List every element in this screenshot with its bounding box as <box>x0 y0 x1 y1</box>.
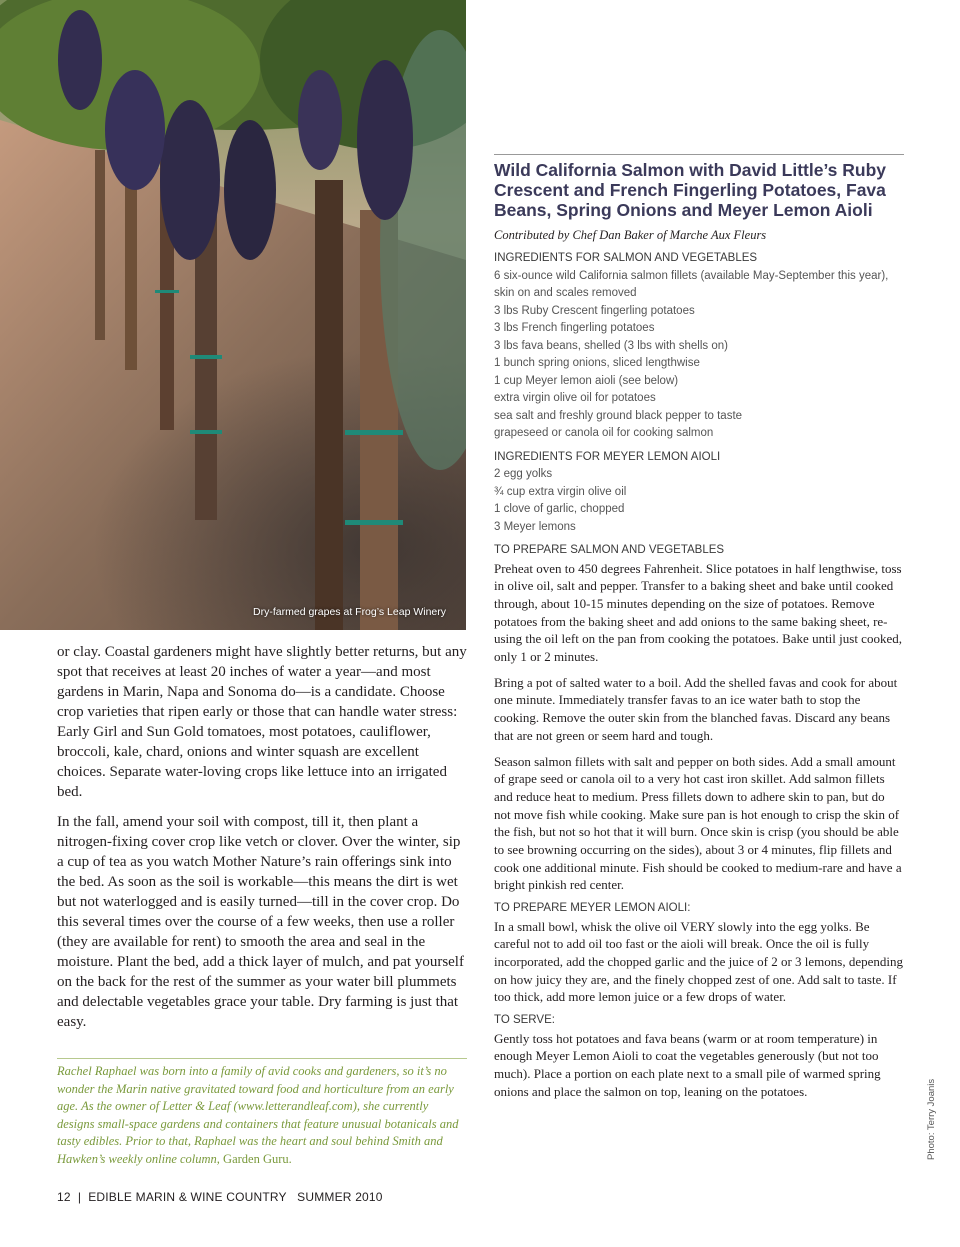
ingredients-aioli-list <box>494 466 904 536</box>
ingredient-item: 2 egg yolks <box>494 468 553 480</box>
ingredient-item: ¾ cup extra virgin olive oil <box>494 485 627 498</box>
ingredient-item: 3 lbs fava beans, shelled (3 lbs with shells on) <box>494 339 728 352</box>
ingredient-item: 6 six-ounce wild California salmon fillets (available May-September this year), skin on and scales removed <box>494 269 889 299</box>
article-body <box>57 642 467 1042</box>
serve-heading: TO SERVE: <box>494 1014 555 1027</box>
prepare-salmon-step: Bring a pot of salted water to a boil. Add the shelled favas and cook for about one minute. Immediately transfer favas to an ice water bath to stop the cooking. Remove the outer skin from the blanched favas. Discard any beans that are not green or seem hard and tough. <box>494 674 898 743</box>
ingredients-salmon-list <box>494 268 904 443</box>
recipe-byline: Contributed by Chef Dan Baker of Marche Aux Fleurs <box>494 228 767 242</box>
ingredient-item: 3 lbs Ruby Crescent fingerling potatoes <box>494 304 695 317</box>
vineyard-photo <box>0 0 466 630</box>
author-bio-text: Rachel Raphael was born into a family of avid cooks and gardeners, so it’s no wonder the Marin native gravitated toward food and horticulture from an early age. As the owner of Letter & Leaf (www.letterandleaf.com), she currently designs small-space gardens and containers that feature unusual botanicals and tasty edibles. Prior to that, Raphael was the heart and soul behind Smith and Hawken’s weekly online column, <box>57 1064 459 1166</box>
ingredient-item: grapeseed or canola oil for cooking salmon <box>494 427 714 439</box>
page-footer: 12 | EDIBLE MARIN & WINE COUNTRY SUMMER 2010 <box>57 1190 383 1204</box>
photo-caption: Dry-farmed grapes at Frog’s Leap Winery <box>253 606 446 618</box>
photo-credit: Photo: Terry Joanis <box>926 1078 937 1160</box>
recipe-box <box>494 154 904 1108</box>
ingredients-salmon-heading: INGREDIENTS FOR SALMON AND VEGETABLES <box>494 252 758 264</box>
recipe-title: Wild California Salmon with David Little’s Ruby Crescent and French Fingerling Potatoes, Fava Beans, Spring Onions and Meyer Lemon Aioli <box>494 160 887 220</box>
prepare-aioli-heading: TO PREPARE MEYER LEMON AIOLI: <box>494 902 691 915</box>
ingredient-item: 3 Meyer lemons <box>494 520 576 533</box>
author-bio <box>57 1058 467 1169</box>
serve-step: Gently toss hot potatoes and fava beans (warm or at room temperature) in enough Meyer Lemon Aioli to coat the vegetables generously (but not too much). Place a portion on each plate next to a small pile of warmed spring onions and place the salmon on top, leaning on the potatoes. <box>494 1030 881 1099</box>
ingredient-item: 1 cup Meyer lemon aioli (see below) <box>494 374 679 387</box>
prepare-salmon-heading: TO PREPARE SALMON AND VEGETABLES <box>494 544 725 556</box>
article-paragraph: In the fall, amend your soil with compost, till it, then plant a nitrogen-fixing cover crop like vetch or clover. Over the winter, sip a cup of tea as you watch Mother Nature’s rain offerings sink into the bed. As soon as the soil is workable—this means the dirt is wet but not waterlogged and is easily turned—till in the cover crop. Do this several times over the course of a few weeks, then use a roller (they are available for rent) to smooth the area and seal in the moisture. Plant the bed, add a thick layer of mulch, and pat yourself on the back for the rest of the summer as your water bill plummets and delectable vegetables grace your table. Dry farming is just that easy. <box>57 814 464 1030</box>
ingredient-item: sea salt and freshly ground black pepper to taste <box>494 409 743 422</box>
vineyard-photo-icon <box>0 0 466 630</box>
ingredient-item: 1 bunch spring onions, sliced lengthwise <box>494 357 700 369</box>
prepare-aioli-step: In a small bowl, whisk the olive oil VERY slowly into the egg yolks. Be careful not to add oil too fast or the aioli will break. Once the oil is fully incorporated, add the chopped garlic and the juice of 2 or 3 lemons, depending on how juicy they are, and the finely chopped zest of one. Add salt to taste. If too thick, add more lemon juice or a few drops of water. <box>494 918 904 1005</box>
author-bio-column: Garden Guru. <box>223 1151 292 1166</box>
ingredient-item: 3 lbs French fingerling potatoes <box>494 322 655 334</box>
ingredients-aioli-heading: INGREDIENTS FOR MEYER LEMON AIOLI <box>494 450 721 463</box>
prepare-salmon-step: Season salmon fillets with salt and pepper on both sides. Add a small amount of grape seed or canola oil to a very hot cast iron skillet. Add salmon fillets and reduce heat to medium. Press fillets down to adhere skin to pan, but do not move fish while cooking. Make sure pan is hot enough to crisp the skin of the fish, but not so hot that it will burn. Once skin is crisp (you should be able to see browning occurring on the sides), about 3 or 4 minutes, flip fillets and cook one additional minute. Fish should be cooked to medium-rare and have a bright pinkish red center. <box>494 753 902 893</box>
ingredient-item: extra virgin olive oil for potatoes <box>494 392 656 404</box>
prepare-salmon-step: Preheat oven to 450 degrees Fahrenheit. Slice potatoes in half lengthwise, toss in olive oil, salt and pepper. Transfer to a baking sheet and bake until cooked through, about 10-15 minutes depending on the size of potatoes. Remove potatoes from the baking sheet and add onions to the same baking sheet, re-using the oil left on the pan from cooking the potatoes. Bake until just cooked, only 1 or 2 minutes. <box>494 560 902 665</box>
ingredient-item: 1 clove of garlic, chopped <box>494 503 625 515</box>
article-paragraph: or clay. Coastal gardeners might have slightly better returns, but any spot that receives at least 20 inches of water a year—and most gardens in Marin, Napa and Sonoma do—is a candidate. Choose crop varieties that ripen early or those that can handle water stress: Early Girl and Sun Gold tomatoes, most potatoes, cauliflower, broccoli, kale, chard, onions and winter squash are excellent choices. Separate water-loving crops like lettuce into an irrigated bed. <box>57 644 467 800</box>
